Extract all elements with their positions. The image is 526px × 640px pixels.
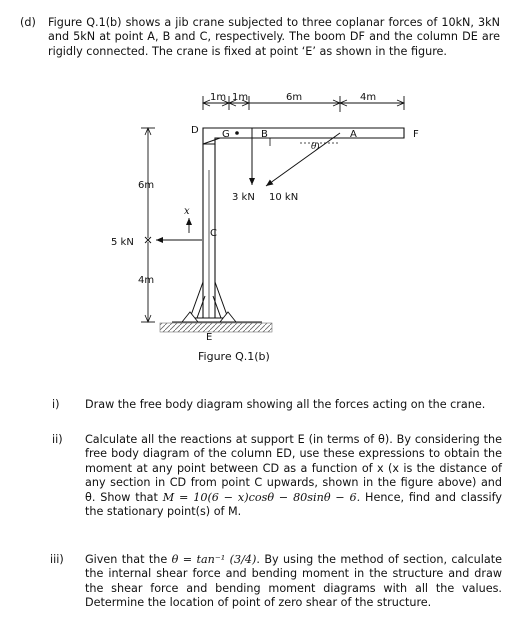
previous-page-edge bbox=[0, 0, 526, 3]
part-ii-label: ii) bbox=[52, 433, 63, 446]
part-ii-text bbox=[85, 433, 502, 519]
ground-hatch bbox=[160, 323, 272, 332]
point-f: F bbox=[413, 129, 419, 140]
part-iii-text bbox=[85, 553, 502, 611]
question-text: Figure Q.1(b) shows a jib crane subjected to three coplanar forces of 10kN, 3kN and 5kN at point A, B and C, respectively. The boom DF and the column DE are rigidly connected. The crane is fixed at point ‘E’ as shown in the figure. bbox=[48, 16, 500, 58]
dim-4m-left: 4m bbox=[138, 275, 155, 286]
dim-1m-a: 1m bbox=[210, 92, 227, 103]
part-iii-text-a: Given that the bbox=[85, 553, 172, 566]
part-i-label: i) bbox=[52, 398, 60, 411]
dim-4m-top: 4m bbox=[360, 92, 377, 103]
force-5kn-label: 5 kN bbox=[111, 237, 134, 248]
point-d: D bbox=[191, 125, 199, 136]
figure-caption: Figure Q.1(b) bbox=[198, 350, 270, 363]
part-iii-equation: θ = tan⁻¹ (3/4) bbox=[171, 553, 257, 566]
part-ii-text-b: Hence, find and classify the stationary point(s) of M. bbox=[85, 490, 502, 519]
part-ii-equation: M = 10(6 − x)cosθ − 80sinθ − 6. bbox=[162, 490, 361, 504]
point-a: A bbox=[350, 129, 357, 140]
point-e: E bbox=[206, 332, 213, 343]
jib-crane-figure bbox=[0, 88, 526, 368]
dim-6m-top: 6m bbox=[286, 92, 303, 103]
force-10kn-label: 10 kN bbox=[269, 192, 299, 203]
dim-1m-b: 1m bbox=[232, 92, 249, 103]
dim-6m-left: 6m bbox=[138, 180, 155, 191]
force-3kn-label: 3 kN bbox=[232, 192, 255, 203]
part-i-text: Draw the free body diagram showing all the forces acting on the crane. bbox=[85, 398, 486, 411]
part-iii-text-b: . By using the method of section, calculate the internal shear force and bending moment in the structure and draw the shear force and bending moment diagrams with all the values. Determine the location of point of zero shear of the structure. bbox=[85, 553, 502, 610]
angle-theta-label: θ bbox=[311, 142, 317, 152]
boom-df bbox=[203, 128, 404, 144]
point-b: B bbox=[261, 129, 268, 140]
point-g: G bbox=[222, 129, 230, 140]
point-c: C bbox=[210, 228, 217, 239]
part-iii-label: iii) bbox=[50, 553, 64, 566]
x-label: x bbox=[184, 206, 190, 217]
force-10kn-arrow bbox=[266, 133, 340, 186]
question-label: (d) bbox=[20, 16, 36, 29]
part-ii-text-a: Calculate all the reactions at support E (in terms of θ). By considering the free body diagram of the column ED, use these expressions to obtain the moment at any point between CD as a function of x (x is the distance of any section in CD from point C upwards, shown in the figure above) and θ. Show that bbox=[85, 433, 502, 504]
